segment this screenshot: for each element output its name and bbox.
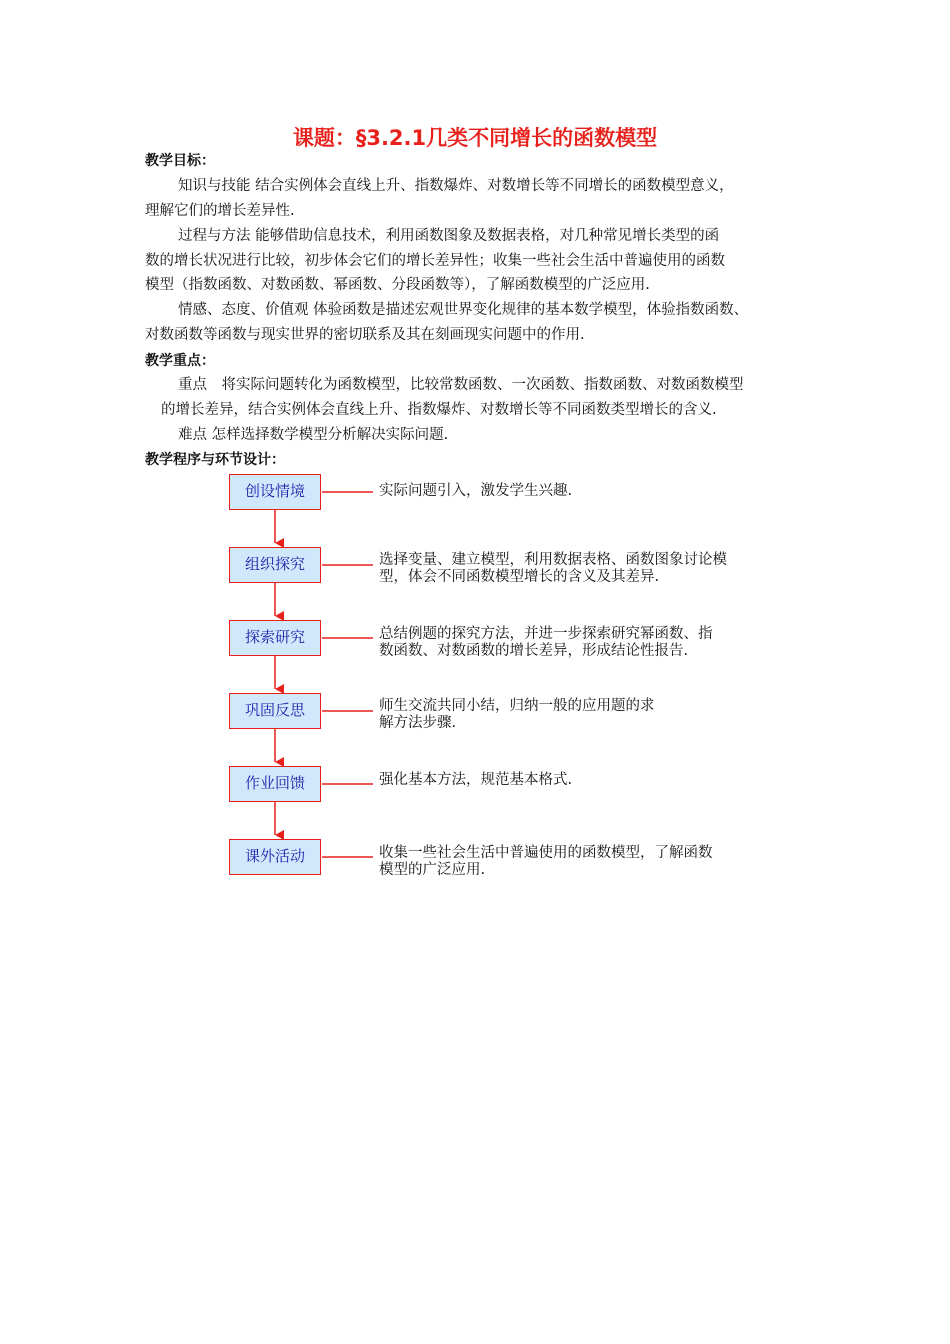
flow-step-description [379,772,799,789]
flow-step-description [379,483,799,500]
text-line: 情感、态度、价值观 体验函数是描述宏观世界变化规律的基本数学模型，体验指数函数、 [178,302,749,318]
text-line: 理解它们的增长差异性. [145,202,295,219]
text-line: 难点 怎样选择数学模型分析解决实际问题. [178,427,449,443]
keypoints-heading: 教学重点： [145,353,215,369]
text-line: 师生交流共同小结，归纳一般的应用题的求 [379,698,655,714]
flow-step-description [379,626,799,660]
text-line: 过程与方法 能够借助信息技术，利用函数图象及数据表格，对几种常见增长类型的函 [178,228,720,244]
text-line: 知识与技能 结合实例体会直线上升、指数爆炸、对数增长等不同增长的函数模型意义， [178,178,734,194]
flow-step-explore-research: 探索研究 [229,620,321,656]
text-line: 选择变量、建立模型，利用数据表格、函数图象讨论模 [379,552,727,568]
flow-step-extracurricular-activity: 课外活动 [229,839,321,875]
text-line: 强化基本方法，规范基本格式. [379,772,573,788]
text-line: 解方法步骤. [379,715,457,731]
text-line: 总结例题的探究方法，并进一步探索研究幂函数、指 [379,626,713,642]
flow-step-description [379,552,799,586]
text-line: 收集一些社会生活中普遍使用的函数模型，了解函数 [379,845,713,861]
flow-step-consolidate-reflect: 巩固反思 [229,693,321,729]
text-line: 模型（指数函数、对数函数、幂函数、分段函数等），了解函数模型的广泛应用. [145,277,650,293]
text-line: 模型的广泛应用. [379,862,486,878]
flow-step-description [379,698,799,732]
text-line: 重点 将实际问题转化为函数模型，比较常数函数、一次函数、指数函数、对数函数模型 [178,377,744,393]
text-line: 数函数、对数函数的增长差异，形成结论性报告. [379,643,689,659]
procedure-heading: 教学程序与环节设计： [145,452,285,468]
objectives-heading: 教学目标： [145,153,215,169]
flow-step-homework-feedback: 作业回馈 [229,766,321,802]
page-title: 课题：§3.2.1几类不同增长的函数模型 [292,126,658,150]
flow-step-organize-inquiry: 组织探究 [229,547,321,583]
text-line: 的增长差异，结合实例体会直线上升、指数爆炸、对数增长等不同函数类型增长的含义. [161,401,717,418]
text-line: 对数函数等函数与现实世界的密切联系及其在刻画现实问题中的作用. [145,326,585,343]
text-line: 型，体会不同函数模型增长的含义及其差异. [379,569,660,585]
text-line: 数的增长状况进行比较，初步体会它们的增长差异性；收集一些社会生活中普遍使用的函数 [145,252,725,269]
flow-step-description [379,845,799,879]
text-line: 实际问题引入，激发学生兴趣. [379,483,573,499]
flow-step-create-situation: 创设情境 [229,474,321,510]
